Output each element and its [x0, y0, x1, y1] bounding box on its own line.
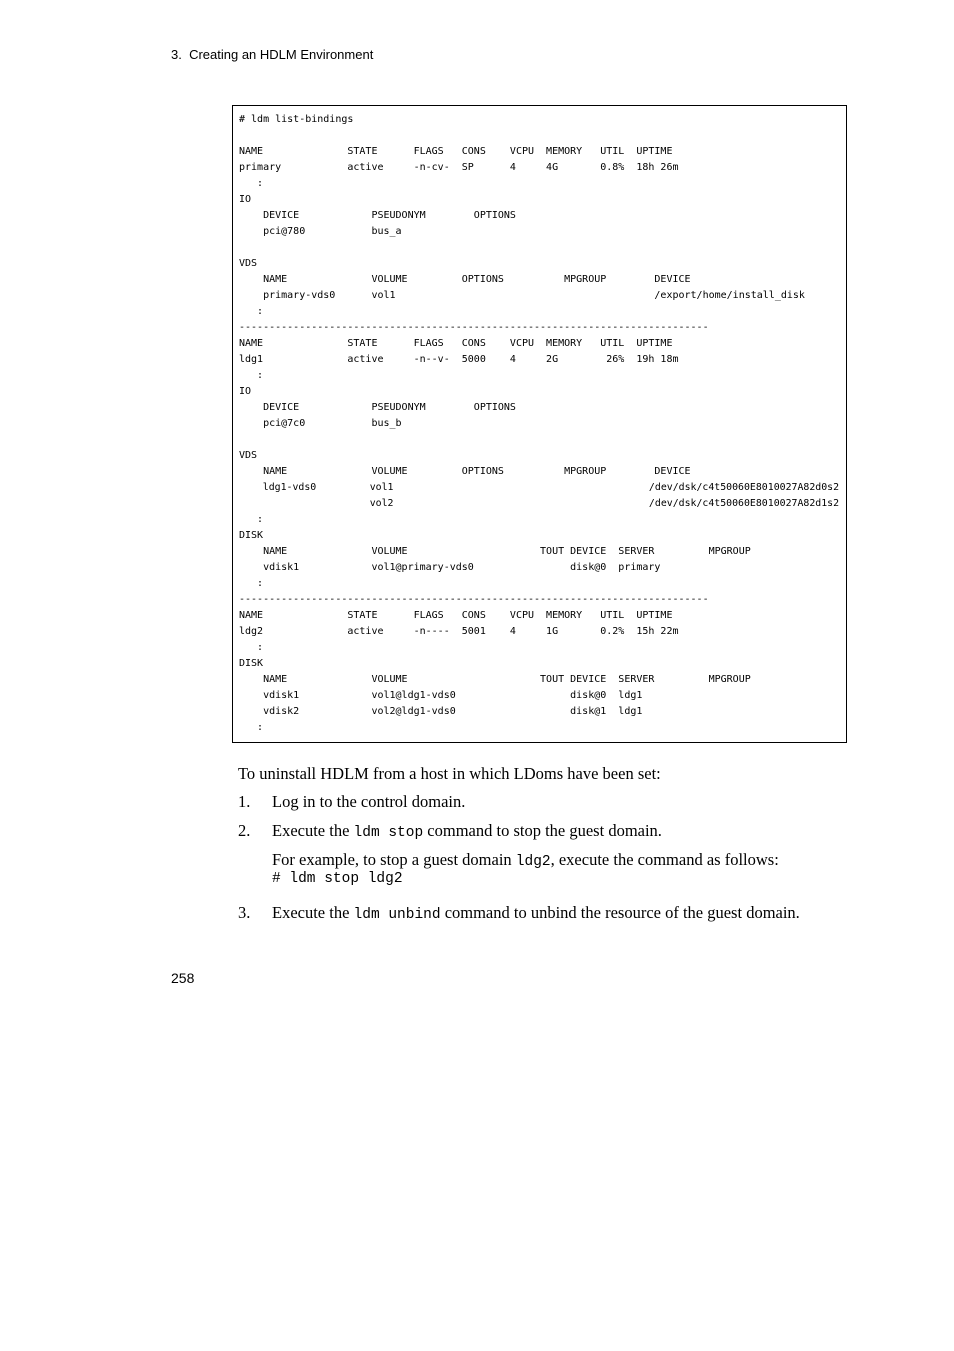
code-line: vdisk2 vol2@ldg1-vds0 disk@1 ldg1	[239, 706, 643, 717]
step-2-text	[272, 821, 662, 843]
step-3-text-before: Execute the	[272, 903, 354, 922]
step-2-number: 2.	[238, 821, 251, 840]
code-line: vdisk1 vol1@ldg1-vds0 disk@0 ldg1	[239, 690, 643, 701]
step-2-example-domain: ldg2	[515, 854, 551, 870]
code-line: IO	[239, 386, 252, 397]
intro-paragraph: To uninstall HDLM from a host in which LDoms have been set:	[238, 764, 661, 783]
code-line: pci@780 bus_a	[239, 226, 402, 237]
code-line: NAME VOLUME OPTIONS MPGROUP DEVICE	[239, 466, 691, 477]
step-1-number: 1.	[238, 792, 251, 811]
code-line: ------------------------------------------------------------------------------	[239, 322, 709, 333]
code-line: :	[239, 178, 264, 189]
step-1-text: Log in to the control domain.	[272, 792, 466, 811]
code-line: NAME STATE FLAGS CONS VCPU MEMORY UTIL UPTIME	[239, 338, 673, 349]
code-line: ldg1 active -n--v- 5000 4 2G 26% 19h 18m	[239, 354, 679, 365]
code-line: ldg1-vds0 vol1 /dev/dsk/c4t50060E8010027A82d0s2	[239, 482, 840, 493]
code-line: VDS	[239, 450, 258, 461]
code-line: NAME STATE FLAGS CONS VCPU MEMORY UTIL UPTIME	[239, 146, 673, 157]
code-line: # ldm list-bindings	[239, 114, 354, 125]
step-2-text-before: Execute the	[272, 821, 354, 840]
step-2-example-command: # ldm stop ldg2	[272, 871, 403, 887]
code-line: :	[239, 514, 264, 525]
code-line: VDS	[239, 258, 258, 269]
code-line: :	[239, 642, 264, 653]
code-line: DISK	[239, 658, 264, 669]
step-2-example-before: For example, to stop a guest domain	[272, 850, 516, 869]
code-line: :	[239, 370, 264, 381]
code-line: DISK	[239, 530, 264, 541]
code-line: pci@7c0 bus_b	[239, 418, 402, 429]
code-line: :	[239, 578, 264, 589]
code-listing-box	[232, 105, 847, 743]
code-line: primary active -n-cv- SP 4 4G 0.8% 18h 26m	[239, 162, 679, 173]
running-header: 3. Creating an HDLM Environment	[171, 47, 374, 62]
code-line: DEVICE PSEUDONYM OPTIONS	[239, 402, 516, 413]
code-line: vol2 /dev/dsk/c4t50060E8010027A82d1s2	[239, 498, 840, 509]
code-line: :	[239, 722, 264, 733]
code-line: NAME VOLUME OPTIONS MPGROUP DEVICE	[239, 274, 691, 285]
step-3-text-after: command to unbind the resource of the guest domain.	[440, 903, 800, 922]
step-2-text-after: command to stop the guest domain.	[423, 821, 662, 840]
code-line: NAME VOLUME TOUT DEVICE SERVER MPGROUP	[239, 674, 751, 685]
step-3-text	[272, 903, 800, 925]
code-line: NAME VOLUME TOUT DEVICE SERVER MPGROUP	[239, 546, 751, 557]
step-3-number: 3.	[238, 903, 251, 922]
code-line: DEVICE PSEUDONYM OPTIONS	[239, 210, 516, 221]
code-line: :	[239, 306, 264, 317]
code-line: ldg2 active -n---- 5001 4 1G 0.2% 15h 22m	[239, 626, 679, 637]
code-line: ------------------------------------------------------------------------------	[239, 594, 709, 605]
step-2-example-after: , execute the command as follows:	[550, 850, 779, 869]
code-line: NAME STATE FLAGS CONS VCPU MEMORY UTIL UPTIME	[239, 610, 673, 621]
code-line: IO	[239, 194, 252, 205]
code-line: primary-vds0 vol1 /export/home/install_disk	[239, 290, 805, 301]
page-number: 258	[171, 970, 195, 986]
step-3-command: ldm unbind	[353, 907, 441, 923]
step-2-command: ldm stop	[353, 825, 424, 841]
code-line: vdisk1 vol1@primary-vds0 disk@0 primary	[239, 562, 661, 573]
